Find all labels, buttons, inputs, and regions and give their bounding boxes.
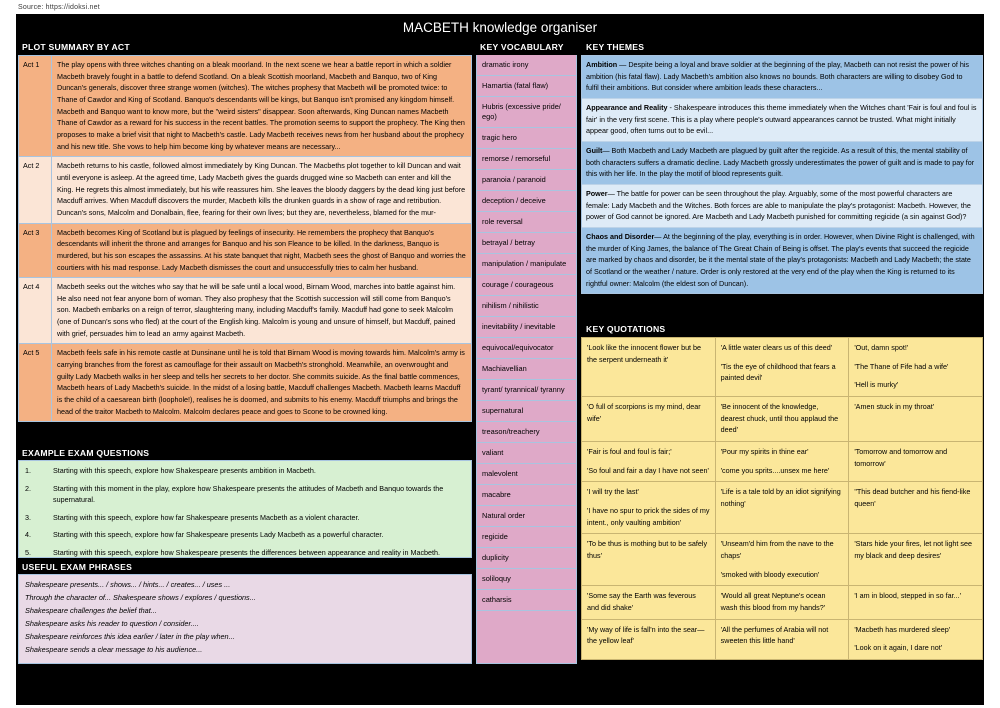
key-vocabulary-list [476, 55, 577, 664]
source-note: Source: https://idoksi.net [18, 4, 100, 11]
theme-item [582, 142, 982, 185]
quotation-row [582, 534, 983, 586]
quotation-cell [582, 396, 716, 441]
quotation-cell [582, 619, 716, 659]
exam-question-number: 5. [25, 547, 31, 557]
theme-text: Both Macbeth and Lady Macbeth are plagued by guilt after the regicide. As a result of this, the mental stability of both characters suffers a dramatic decline. Lady Macbeth grossly underestimates the power of guilt and is made to pay for this with her life. In the play the motif of blood represents guilt. [586, 145, 975, 179]
vocabulary-item: Natural order [477, 506, 576, 527]
quotation-text: 'So foul and fair a day I have not seen' [587, 465, 709, 475]
quotation-cell [849, 534, 983, 586]
quotation-cell [715, 441, 849, 481]
quotation-text: "This dead butcher and his fiend-like queen' [854, 487, 971, 508]
key-quotations-header: KEY QUOTATIONS [580, 322, 984, 336]
vocabulary-item: treason/treachery [477, 422, 576, 443]
key-vocabulary-header: KEY VOCABULARY [474, 40, 578, 54]
theme-name: Guilt [586, 145, 603, 155]
theme-text: At the beginning of the play, everything is in order. However, when Divine Right is challenged, with the murder of King James, the balance of The Great Chain of Being is offset. The play's events that succeed the regicide are marked by chaos and disorder, be it the mental state of the play's protagonists: Macbeth and Lady Macbeth; the state of Scotland or the weather / nature. Order is only restored at the very end of the play when the King is returned to its rightful owner: Malcolm (the eldest son of Duncan). [586, 231, 975, 288]
vocabulary-item: remorse / remorseful [477, 149, 576, 170]
quotation-text: 'Life is a tale told by an idiot signifying nothing' [720, 487, 841, 508]
quotation-cell [715, 338, 849, 397]
quotation-cell [849, 338, 983, 397]
quotation-text: 'The Thane of Fife had a wife' [854, 361, 949, 371]
quotation-cell [715, 619, 849, 659]
quotation-cell [582, 482, 716, 534]
act-summary-text: The play opens with three witches chanting on a bleak moorland. In the next scene we hear a battle report in which a soldier Macbeth bravely fought in a battle to defend Scotland. On a bleak Scottish moorland, Macbeth and Banquo, two of King Duncan's generals, discover three strange women (witches). The witches prophesy that Macbeth will be promoted twice: to Thane of Cawdor and King of Scotland. Banquo's descendants will be kings, but Banquo isn't promised any kingdom himself. Macbeth and Banquo want to know more, but the "weird sisters" disappear. Soon afterwards, King Duncan names Macbeth Thane of Cawdor as a reward for his success in the recent battles. The promotion seems to support the prophecy. The King then proposes to make a brief visit that night to Macbeth's castle. Lady Macbeth receives news from her husband about the prophecy and his new title. She vows to help him become king by whatever means are necessary... [52, 56, 472, 157]
theme-item [582, 56, 982, 99]
theme-dash: — [607, 188, 615, 198]
quotation-text: 'Hell is murky' [854, 380, 899, 390]
theme-dash: - [667, 102, 672, 112]
vocabulary-item: dramatic irony [477, 55, 576, 76]
quotation-text: 'I am in blood, stepped in so far...' [854, 591, 961, 601]
act-label: Act 1 [19, 56, 52, 157]
key-themes-header: KEY THEMES [580, 40, 984, 54]
vocabulary-item: manipulation / manipulate [477, 254, 576, 275]
quotation-cell [715, 586, 849, 619]
vocabulary-item: catharsis [477, 590, 576, 611]
theme-name: Chaos and Disorder [586, 231, 655, 241]
quotation-text: 'Unseam'd him from the nave to the chaps' [720, 539, 834, 560]
exam-question-number: 1. [25, 466, 31, 475]
vocabulary-item: regicide [477, 527, 576, 548]
act-summary-text: Macbeth returns to his castle, followed almost immediately by King Duncan. The Macbeths plot together to kill Duncan and wait until everyone is asleep. At the agreed time, Lady Macbeth gives the guards drugged wine so Macbeth can enter and kill the King. He regrets this almost immediately, but his wife reassures him. She leaves the bloody daggers by the dead king just before Macduff arrives. When Macduff discovers the murder, Macbeth kills the drunken guards in a show of rage and retribution. Duncan's sons, Malcolm and Donalbain, flee, fearing for their own lives; but they are, nevertheless, blamed for the mur- [52, 157, 472, 223]
quotation-text: 'Macbeth has murdered sleep' [854, 624, 951, 634]
useful-phrase-item: Shakespeare sends a clear message to his audience... [25, 644, 203, 654]
quotation-row [582, 396, 983, 441]
exam-question-number: 2. [25, 483, 31, 493]
vocabulary-item: deception / deceive [477, 191, 576, 212]
vocabulary-item: Hamartia (fatal flaw) [477, 76, 576, 97]
plot-summary-row [19, 157, 472, 223]
quotation-cell [582, 534, 716, 586]
act-label: Act 3 [19, 223, 52, 278]
vocabulary-item: nihilism / nihilistic [477, 296, 576, 317]
useful-phrases-header: USEFUL EXAM PHRASES [16, 560, 472, 574]
plot-summary-row [19, 278, 472, 344]
theme-item [582, 228, 982, 293]
quotation-cell [849, 482, 983, 534]
exam-question-item [25, 512, 465, 524]
useful-phrase-item: Shakespeare presents... / shows... / hints... / creates... / uses ... [25, 580, 231, 589]
quotation-text: 'Look like the innocent flower but be the serpent underneath it' [587, 343, 702, 364]
useful-phrase-item: Shakespeare challenges the belief that... [25, 605, 157, 615]
theme-name: Power [586, 188, 608, 198]
quotation-text: 'To be thus is mothing but to be safely thus' [587, 539, 708, 560]
act-summary-text: Macbeth becomes King of Scotland but is plagued by feelings of insecurity. He remembers the prophecy that Banquo's descendants will inherit the throne and arranges for Banquo and his son Fleance to be killed. In the darkness, Banquo is murdered, but his son escapes the assassins. At his state banquet that night, Macbeth sees the ghost of Banquo and worries the courtiers with his mad response. Lady Macbeth dismisses the court and unsuccessfully tries to calm her husband. [52, 223, 472, 278]
act-summary-text: Macbeth feels safe in his remote castle at Dunsinane until he is told that Birnam Wood is moving towards him. Malcolm's army is carrying branches from the forest as camouflage for their assault on Macbeth's stronghold. Meanwhile, an overwrought and guilty Lady Macbeth walks in her sleep and tells her secrets to her doctor. She commits suicide. As the final battle commences, Macbeth hears of Lady Macbeth's suicide. In the midst of a losing battle, Macduff challenges Macbeth. Macbeth learns Macduff is the child of a caesarean birth (loophole!), realises he is doomed, and submits to his enemy. Macduff triumphs and brings the head of the traitor Macbeth to Malcolm. Malcolm declares peace and goes to Scone to be crowned king. [52, 344, 472, 422]
vocabulary-item: duplicity [477, 548, 576, 569]
quotation-row [582, 441, 983, 481]
plot-summary-header: PLOT SUMMARY BY ACT [16, 40, 472, 54]
theme-text: Shakespeare introduces this theme immediately when the Witches chant 'Fair is foul and foul is fair' in the very first scene. This is a play where people's outward appearances cannot be trusted. What might initially appear good, often turns out to be evil... [586, 102, 977, 136]
useful-phrase-item: Through the character of... Shakespeare shows / explores / questions... [25, 592, 256, 602]
quotation-text: 'All the perfumes of Arabia will not sweeten this little hand' [720, 624, 829, 646]
exam-question-number: 3. [25, 512, 31, 522]
quotation-cell [849, 441, 983, 481]
quotation-row [582, 586, 983, 619]
exam-question-text: Starting with this moment in the play, explore how Shakespeare presents the attitudes of Macbeth and Banquo towards the supernatural. [53, 483, 444, 505]
theme-name: Ambition [586, 60, 618, 69]
quotation-text: 'Look on it again, I dare not' [854, 643, 943, 653]
theme-item [582, 99, 982, 142]
vocabulary-item: role reversal [477, 212, 576, 233]
quotation-text: 'Out, damn spot!' [854, 343, 909, 352]
vocabulary-item: inevitability / inevitable [477, 317, 576, 338]
key-quotations-table [581, 337, 983, 660]
exam-question-item [25, 465, 465, 477]
quotation-text: 'My way of life is fall'n into the sear—the yellow leaf' [587, 624, 705, 646]
vocabulary-item: Machiavellian [477, 359, 576, 380]
exam-question-text: Starting with this speech, explore how Shakespeare presents ambition in Macbeth. [53, 466, 316, 475]
quotation-text: 'Stars hide your fires, let not light see my black and deep desires' [854, 539, 972, 560]
quotation-cell [715, 396, 849, 441]
exam-question-text: Starting with this speech, explore how Shakespeare presents the differences between appearance and reality in Macbeth. [53, 547, 441, 557]
quotation-text: 'O full of scorpions is my mind, dear wife' [587, 401, 701, 423]
act-label: Act 2 [19, 157, 52, 223]
vocabulary-item: courage / courageous [477, 275, 576, 296]
useful-phrases-list [18, 574, 472, 664]
quotation-text: 'come you sprits....unsex me here' [720, 465, 830, 475]
vocabulary-item: soliloquy [477, 569, 576, 590]
vocabulary-item: paranoia / paranoid [477, 170, 576, 191]
theme-dash: — [602, 145, 610, 155]
exam-question-text: Starting with this speech, explore how far Shakespeare presents Lady Macbeth as a powerful character. [53, 530, 384, 540]
vocabulary-item: tragic hero [477, 128, 576, 149]
exam-question-text: Starting with this speech, explore how far Shakespeare presents Macbeth as a violent character. [53, 512, 360, 522]
quotation-text: 'Pour my spirits in thine ear' [720, 446, 809, 456]
exam-question-item [25, 547, 465, 559]
key-themes-list [581, 55, 983, 294]
vocabulary-item: malevolent [477, 464, 576, 485]
theme-item [582, 185, 982, 228]
vocabulary-item: equivocal/equivocator [477, 338, 576, 359]
exam-questions-header: EXAMPLE EXAM QUESTIONS [16, 446, 472, 460]
quotation-cell [582, 441, 716, 481]
quotation-text: 'smoked with bloody execution' [720, 569, 820, 579]
quotation-cell [849, 586, 983, 619]
quotation-text: 'Fair is foul and foul is fair;' [587, 446, 672, 456]
quotation-text: 'Tomorrow and tomorrow and tomorrow' [854, 446, 948, 468]
theme-dash: — [654, 231, 664, 241]
quotation-text: 'Tis the eye of childhood that fears a painted devil' [720, 361, 836, 383]
quotation-cell [582, 338, 716, 397]
theme-text: Despite being a loyal and brave soldier at the beginning of the play, Macbeth can not resist the power of his ambition (his fatal flaw). Lady Macbeth's ambition also knows no bounds. Both characters are willing to disobey God to fulfil their ambitions. But consider where ambition leads these characters... [586, 60, 970, 93]
quotation-cell [849, 619, 983, 659]
theme-text: The battle for power can be seen throughout the play. Arguably, some of the most powerful characters are female: Lady Macbeth and the Witches. Both forces are able to manipulate the play's protagonist: Macbeth. However, the power of God cannot be ignored. Are Macbeth and Lady Macbeth punished for committing regicide (a sin against God)? [586, 188, 971, 222]
quotation-cell [715, 482, 849, 534]
vocabulary-item: supernatural [477, 401, 576, 422]
quotation-text: 'Would all great Neptune's ocean wash this blood from my hands?' [720, 591, 826, 612]
theme-dash: — [617, 60, 627, 69]
exam-question-item [25, 483, 465, 506]
vocabulary-item: macabre [477, 485, 576, 506]
act-summary-text: Macbeth seeks out the witches who say that he will be safe until a local wood, Birnam Wood, marches into battle against him. He also need not fear anyone born of woman. They also prophesy that the Scottish succession will still come from Banquo's son. Macbeth embarks on a reign of terror, slaughtering many, including Macduff's family. Macduff had gone to seek Malcolm (one of Duncan's sons who fled) at the court of the English king. Malcolm is young and unsure of himself, but Macduff, pained with grief, persuades him to lead an army against Macbeth. [52, 278, 472, 344]
plot-summary-table [18, 55, 472, 422]
quotation-row [582, 482, 983, 534]
quotation-cell [715, 534, 849, 586]
quotation-text: 'Be innocent of the knowledge, dearest chuck, until thou applaud the deed' [720, 401, 839, 435]
exam-questions-list [18, 460, 472, 558]
act-label: Act 4 [19, 278, 52, 344]
quotation-text: 'I will try the last' [587, 487, 639, 497]
act-label: Act 5 [19, 344, 52, 422]
page-title: MACBETH knowledge organiser [402, 20, 598, 35]
vocabulary-item: betrayal / betray [477, 233, 576, 254]
theme-name: Appearance and Reality [586, 102, 668, 112]
exam-question-number: 4. [25, 530, 31, 540]
quotation-text: 'I have no spur to prick the sides of my intent., only vaulting ambition' [587, 505, 710, 527]
plot-summary-row [19, 56, 472, 157]
useful-phrase-item: Shakespeare asks his reader to question / consider.... [25, 618, 199, 628]
vocabulary-item: Hubris (excessive pride/ ego) [477, 97, 576, 128]
quotation-cell [582, 586, 716, 619]
plot-summary-row [19, 344, 472, 422]
quotation-row [582, 619, 983, 659]
quotation-text: 'A little water clears us of this deed' [720, 343, 833, 352]
quotation-text: 'Some say the Earth was feverous and did shake' [587, 591, 696, 612]
exam-question-item [25, 529, 465, 541]
quotation-text: 'Amen stuck in my throat' [854, 401, 935, 411]
bottom-band [16, 665, 984, 705]
quotation-row [582, 338, 983, 397]
plot-summary-row [19, 223, 472, 278]
vocabulary-item: tyrant/ tyrannical/ tyranny [477, 380, 576, 401]
vocabulary-item: valiant [477, 443, 576, 464]
quotation-cell [849, 396, 983, 441]
useful-phrase-item: Shakespeare reinforces this idea earlier / later in the play when... [25, 631, 235, 641]
